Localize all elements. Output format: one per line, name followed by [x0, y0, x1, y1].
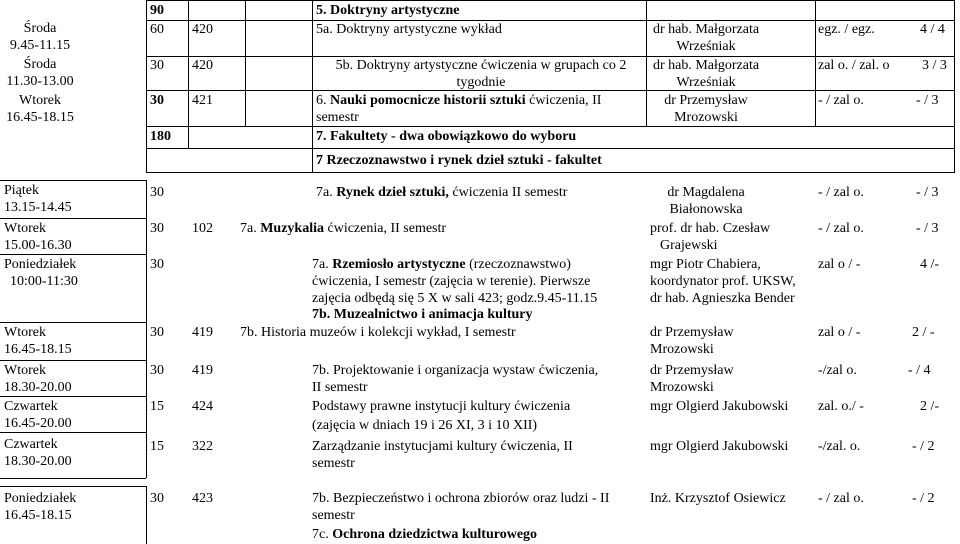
- teacher-cell: Inż. Krzysztof Osiewicz: [650, 491, 786, 506]
- teacher-cell: dr Przemysław Mrozowski: [650, 363, 734, 395]
- subject-cell: 7 Rzeczoznawstwo i rynek dzieł sztuki - fakultet: [316, 153, 602, 168]
- day-cell: Czwartek 18.30-20.00: [4, 437, 72, 469]
- subject-cell: 7b. Projektowanie i organizacja wystaw ćwiczenia, II semestr: [312, 363, 599, 395]
- hours-cell: 30: [150, 257, 164, 272]
- count-cell: 2 /-: [920, 399, 940, 414]
- count-cell: - / 3: [916, 221, 939, 236]
- day-cell: Czwartek 16.45-20.00: [4, 399, 72, 431]
- teacher-cell: dr Przemysław Mrozowski: [664, 93, 748, 125]
- code-cell: 322: [192, 439, 213, 454]
- form-cell: - / zal o.: [818, 221, 864, 236]
- count-cell: - / 3: [916, 185, 939, 200]
- code-cell: 419: [192, 363, 213, 378]
- count-cell: - / 3: [916, 93, 939, 108]
- hours-cell: 90: [150, 3, 164, 18]
- count-cell: 4 / 4: [920, 22, 945, 37]
- subject-cell: 5. Doktryny artystyczne: [316, 3, 460, 18]
- form-cell: -/zal o.: [818, 363, 857, 378]
- count-cell: - / 2: [912, 491, 935, 506]
- teacher-cell: prof. dr hab. Czesław Grajewski: [650, 221, 771, 253]
- subject-cell: 6. Nauki pomocnicze historii sztuki ćwiczenia, II semestr: [316, 93, 602, 125]
- code-cell: 421: [192, 93, 213, 108]
- teacher-cell: dr hab. Małgorzata Wrześniak: [652, 58, 760, 90]
- count-cell: - / 2: [912, 439, 935, 454]
- form-cell: egz. / egz.: [818, 22, 875, 37]
- teacher-cell: dr Przemysław Mrozowski: [650, 325, 734, 357]
- hours-cell: 30: [150, 363, 164, 378]
- hours-cell: 30: [150, 93, 164, 108]
- code-cell: 423: [192, 491, 213, 506]
- teacher-cell: dr hab. Małgorzata Wrześniak: [652, 22, 760, 54]
- hours-cell: 60: [150, 22, 164, 37]
- hours-cell: 15: [150, 399, 164, 414]
- form-cell: -/zal. o.: [818, 439, 861, 454]
- hours-cell: 30: [150, 58, 164, 73]
- form-cell: zal. o./ -: [818, 399, 864, 414]
- day-cell: Piątek 13.15-14.45: [4, 183, 72, 215]
- subject-cell: 5b. Doktryny artystyczne ćwiczenia w grupach co 2 tygodnie: [335, 58, 627, 90]
- teacher-cell: mgr Olgierd Jakubowski: [650, 439, 789, 454]
- subject-cell: Podstawy prawne instytucji kultury ćwiczenia (zajęcia w dniach 19 i 26 XI, 3 i 10 XII): [312, 399, 571, 433]
- subject-cell: 7a. Rynek dzieł sztuki, ćwiczenia II semestr: [316, 185, 568, 200]
- day-cell: Poniedziałek 16.45-18.15: [4, 491, 77, 523]
- subject-cell: 7b. Bezpieczeństwo i ochrona zbiorów oraz ludzi - II semestr: [312, 491, 610, 523]
- count-cell: 3 / 3: [922, 58, 947, 73]
- day-cell: Wtorek 15.00-16.30: [4, 221, 72, 253]
- count-cell: - / 4: [908, 363, 931, 378]
- form-cell: - / zal o.: [818, 491, 864, 506]
- code-cell: 424: [192, 399, 213, 414]
- section-heading: 7b. Muzealnictwo i animacja kultury: [312, 307, 533, 322]
- hours-cell: 30: [150, 221, 164, 236]
- code-cell: 102: [192, 221, 213, 236]
- section-heading: 7c. Ochrona dziedzictwa kulturowego: [312, 527, 538, 542]
- subject-cell: 7. Fakultety - dwa obowiązkowo do wyboru: [316, 129, 577, 144]
- code-cell: 420: [192, 22, 213, 37]
- form-cell: zal o / -: [818, 325, 861, 340]
- subject-cell: 7a. Rzemiosło artystyczne (rzeczoznawstwo) ćwiczenia, I semestr (zajęcia w terenie). Pierwsze zajęcia odbędą się 5 X w sali 423; godz.9.45-11.15: [312, 257, 598, 306]
- day-cell: Poniedziałek 10:00-11:30: [4, 257, 78, 289]
- hours-cell: 30: [150, 491, 164, 506]
- day-cell: Wtorek 16.45-18.15: [4, 325, 72, 357]
- code-cell: 420: [192, 58, 213, 73]
- subject-cell: 5a. Doktryny artystyczne wykład: [316, 22, 502, 37]
- teacher-cell: dr Magdalena Białonowska: [667, 185, 745, 217]
- teacher-cell: mgr Piotr Chabiera, koordynator prof. UKSW, dr hab. Agnieszka Bender: [650, 257, 796, 306]
- count-cell: 4 /-: [920, 257, 940, 272]
- form-cell: - / zal o.: [818, 93, 864, 108]
- hours-cell: 30: [150, 185, 164, 200]
- subject-cell: Zarządzanie instytucjami kultury ćwiczenia, II semestr: [312, 439, 573, 471]
- day-cell: Środa 11.30-13.00: [6, 57, 74, 89]
- form-cell: zal o. / zal. o: [818, 58, 890, 73]
- day-cell: Środa 9.45-11.15: [9, 21, 71, 53]
- form-cell: zal o / -: [818, 257, 861, 272]
- day-cell: Wtorek 18.30-20.00: [4, 363, 72, 395]
- form-cell: - / zal o.: [818, 185, 864, 200]
- day-cell: Wtorek 16.45-18.15: [6, 93, 74, 125]
- hours-cell: 30: [150, 325, 164, 340]
- teacher-cell: mgr Olgierd Jakubowski: [650, 399, 789, 414]
- subject-cell: 7b. Historia muzeów i kolekcji wykład, I semestr: [240, 325, 516, 340]
- code-cell: 419: [192, 325, 213, 340]
- subject-cell: 7a. Muzykalia ćwiczenia, II semestr: [240, 221, 447, 236]
- count-cell: 2 / -: [912, 325, 935, 340]
- hours-cell: 15: [150, 439, 164, 454]
- hours-cell: 180: [150, 129, 171, 144]
